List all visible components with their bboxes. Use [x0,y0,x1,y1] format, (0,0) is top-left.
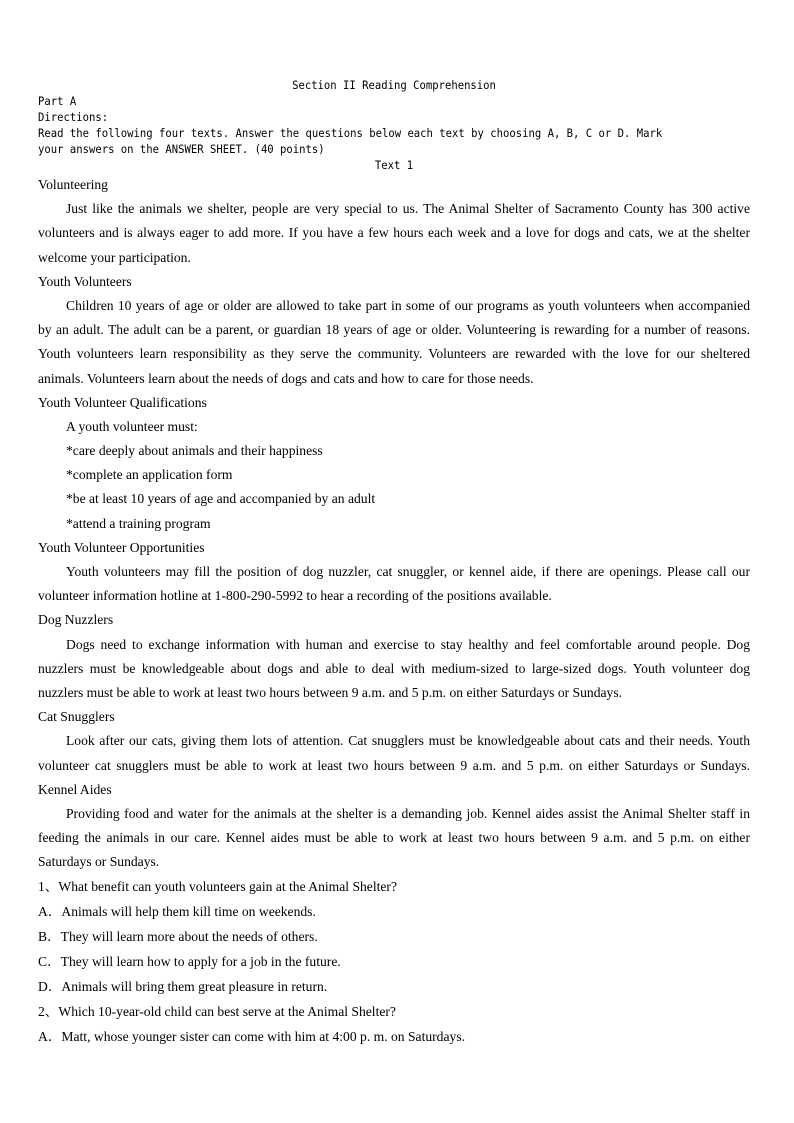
paragraph-line: Dogs need to exchange information with human and exercise to stay healthy and feel comfortable around people. Dog [66,636,750,652]
paragraph-line: Youth volunteers learn responsibility as they serve the community. Volunteers are rewarded with the love for our sheltered [38,346,750,362]
paragraph-line: *complete an application form [66,467,233,483]
paragraph-line: Children 10 years of age or older are allowed to take part in some of our programs as youth volunteers when accompanied [66,297,750,313]
question-text: 2、Which 10-year-old child can best serve at the Animal Shelter? [38,1004,396,1020]
section-heading: Dog Nuzzlers [38,612,114,628]
paragraph-line: Just like the animals we shelter, people are very special to us. The Animal Shelter of Sacramento County has 300 active [66,201,750,217]
paragraph-line: by an adult. The adult can be a parent, or guardian 18 years of age or older. Volunteering is rewarding for a number of reasons. [38,322,750,338]
paragraph-line: nuzzlers must be knowledgeable about dogs and able to deal with medium-sized to large-sized dogs. Youth volunteer dog [38,660,750,676]
paragraph-line: volunteers and is always eager to add more. If you have a few hours each week and a love for dogs and cats, we at the shelter [38,225,750,241]
answer-option: A．Animals will help them kill time on weekends. [38,904,316,920]
directions-line: your answers on the ANSWER SHEET. (40 points) [38,142,325,156]
answer-option: C．They will learn how to apply for a job in the future. [38,954,341,970]
answer-option: B．They will learn more about the needs of others. [38,929,318,945]
paragraph-line: nuzzlers must be able to work at least two hours between 9 a.m. and 5 p.m. on either Saturdays or Sundays. [38,684,623,700]
section-heading: Cat Snugglers [38,709,115,725]
paragraph-line: *care deeply about animals and their happiness [66,443,323,459]
section-heading: Volunteering [38,177,108,192]
paragraph-line: Youth volunteers may fill the position of dog nuzzler, cat snuggler, or kennel aide, if there are openings. Please call our [66,564,750,579]
part-label: Part A [38,94,77,108]
paragraph-line: Look after our cats, giving them lots of attention. Cat snugglers must be knowledgeable about cats and their needs. Youth [66,733,750,749]
answer-option: A．Matt, whose younger sister can come with him at 4:00 p. m. on Saturdays. [38,1029,466,1045]
section-heading: Kennel Aides [38,781,112,797]
questions [38,874,750,1049]
paragraph-line: volunteer cat snugglers must be able to work at least two hours between 9 a.m. and 5 p.m. on either Saturdays or Sundays. [38,757,750,773]
directions-label: Directions: [38,110,109,124]
paragraph-line: Saturdays or Sundays. [38,854,160,870]
text-label: Text 1 [374,158,414,172]
document-page [38,77,750,1049]
paragraph-line: Providing food and water for the animals at the shelter is a demanding job. Kennel aides assist the Animal Shelter staff in [66,805,750,821]
section-heading: Youth Volunteers [38,273,132,289]
paragraph-line: A youth volunteer must: [66,418,198,434]
paragraph-line: volunteer information hotline at 1-800-290-5992 to hear a recording of the positions available. [38,588,552,604]
section-title: Section II Reading Comprehension [292,78,496,92]
section-heading: Youth Volunteer Qualifications [38,394,207,410]
paragraph-line: animals. Volunteers learn about the needs of dogs and cats and how to care for those needs. [38,370,534,386]
paragraph-line: *attend a training program [66,515,211,531]
paragraph-line: *be at least 10 years of age and accompanied by an adult [66,491,376,507]
answer-option: D．Animals will bring them great pleasure in return. [38,979,328,995]
passage [38,173,750,874]
question-text: 1、What benefit can youth volunteers gain at the Animal Shelter? [38,879,397,895]
directions-line: Read the following four texts. Answer the questions below each text by choosing A, B, C or D. Mark [38,126,663,140]
paragraph-line: welcome your participation. [38,249,191,265]
section-heading: Youth Volunteer Opportunities [38,539,205,555]
paragraph-line: feeding the animals in our care. Kennel aides must be able to work at least two hours between 9 a.m. and 5 p.m. on either [38,830,750,846]
